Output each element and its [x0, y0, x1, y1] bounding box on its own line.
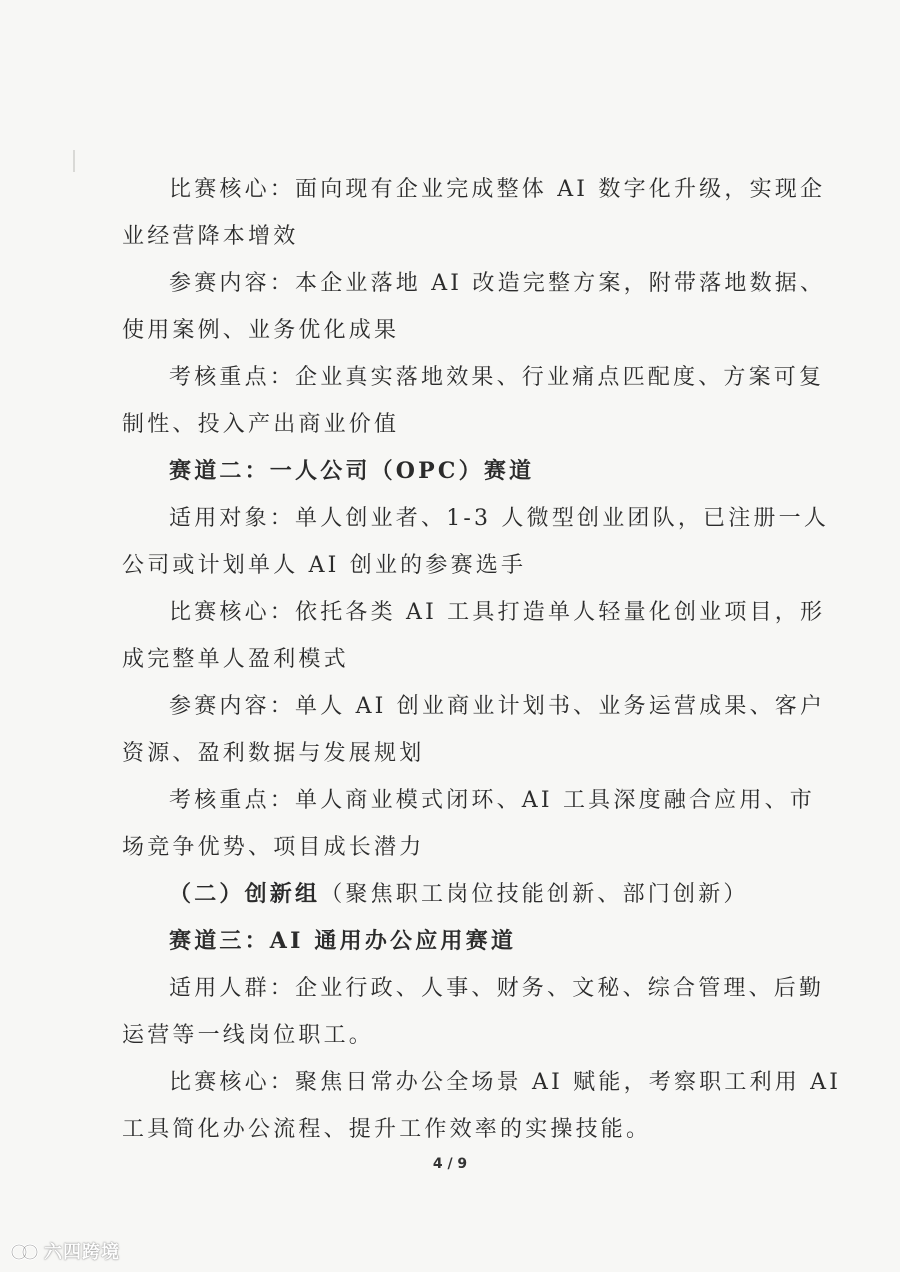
text-line: 成完整单人盈利模式: [122, 647, 349, 672]
page-number: 4 / 9: [432, 1156, 468, 1172]
text-line: [122, 871, 792, 918]
text-line: 公司或计划单人 AI 创业的参赛选手: [122, 553, 527, 578]
text-line: 考核重点：单人商业模式闭环、AI 工具深度融合应用、市: [169, 788, 815, 813]
text-line: 比赛核心：依托各类 AI 工具打造单人轻量化创业项目，形: [169, 600, 826, 625]
text-line: 适用人群：企业行政、人事、财务、文秘、综合管理、后勤: [169, 976, 825, 1001]
heading-lead: （二）创新组: [169, 881, 321, 907]
text-line: 场竞争优势、项目成长潜力: [122, 835, 425, 860]
text-line: 比赛核心：聚焦日常办公全场景 AI 赋能，考察职工利用 AI: [169, 1070, 842, 1095]
watermark-text: 六四跨境: [44, 1242, 120, 1263]
watermark: [10, 1238, 120, 1264]
text-line: 考核重点：企业真实落地效果、行业痛点匹配度、方案可复: [169, 365, 825, 390]
text-line: 制性、投入产出商业价值: [122, 412, 400, 437]
text-line: 比赛核心：面向现有企业完成整体 AI 数字化升级，实现企: [169, 177, 826, 202]
text-line: 参赛内容：单人 AI 创业商业计划书、业务运营成果、客户: [169, 694, 826, 719]
text-line: 工具简化办公流程、提升工作效率的实操技能。: [122, 1117, 652, 1142]
text-line: 使用案例、业务优化成果: [122, 318, 400, 343]
scan-artifact: [73, 150, 75, 172]
document-body: [122, 166, 842, 1153]
text-line: 参赛内容：本企业落地 AI 改造完整方案，附带落地数据、: [169, 271, 826, 296]
watermark-logo-icon: [10, 1241, 40, 1261]
text-line: 运营等一线岗位职工。: [122, 1023, 375, 1048]
section-heading: 赛道二：一人公司（OPC）赛道: [169, 458, 535, 484]
text-line: 适用对象：单人创业者、1-3 人微型创业团队，已注册一人: [169, 506, 830, 531]
text-line: 业经营降本增效: [122, 224, 299, 249]
text-line: 资源、盈利数据与发展规划: [122, 741, 425, 766]
section-heading: 赛道三：AI 通用办公应用赛道: [169, 928, 517, 954]
heading-note: （聚焦职工岗位技能创新、部门创新）: [320, 882, 749, 907]
